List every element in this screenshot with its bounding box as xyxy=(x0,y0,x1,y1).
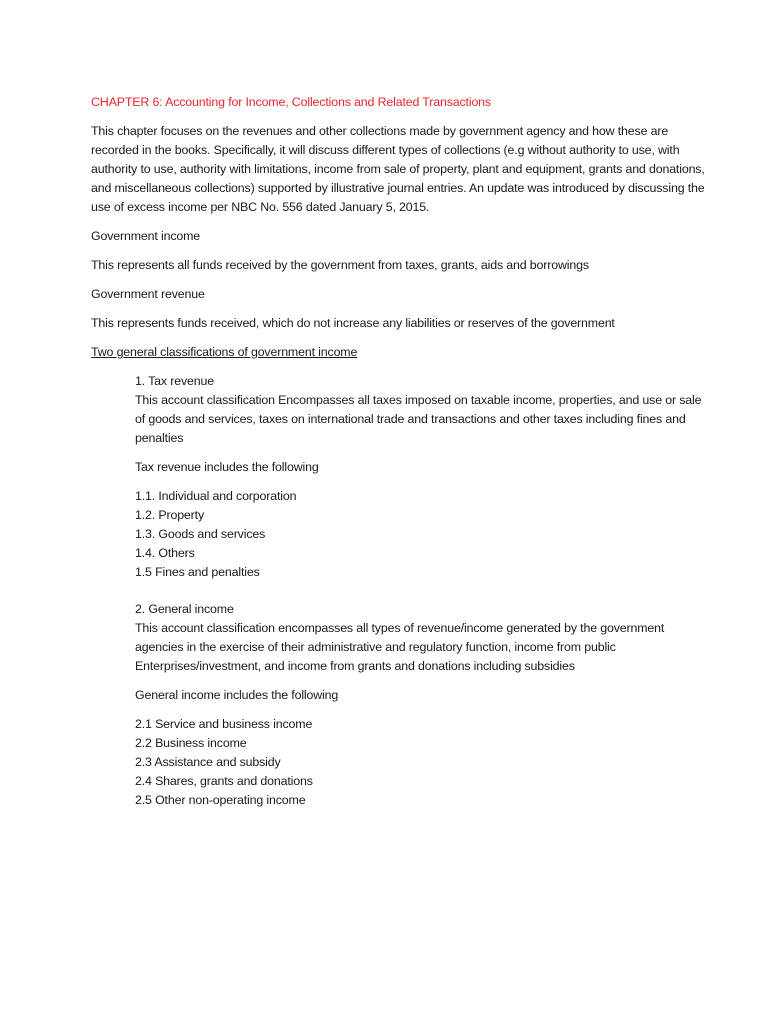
list-item: 1.2. Property xyxy=(135,508,204,522)
list-item: 2.3 Assistance and subsidy xyxy=(135,755,281,769)
tax-revenue-includes-label: Tax revenue includes the following xyxy=(135,460,319,474)
government-revenue-definition: This represents funds received, which do not increase any liabilities or reserves of the government xyxy=(91,316,615,330)
intro-paragraph: This chapter focuses on the revenues and other collections made by government agency and how these are recorded in the books. Specifically, it will discuss different types of collections (e.g without authority to use, with authority to use, authority with limitations, income from sale of property, plant and equipment, grants and donations, and miscellaneous collections) supported by illustrative journal entries. An update was introduced by discussing the use of excess income per NBC No. 556 dated January 5, 2015. xyxy=(91,124,705,214)
list-item: 1.3. Goods and services xyxy=(135,527,266,541)
list-item: 2.5 Other non-operating income xyxy=(135,793,306,807)
list-item: 2.2 Business income xyxy=(135,736,247,750)
list-item: 2.4 Shares, grants and donations xyxy=(135,774,313,788)
general-income-block xyxy=(135,600,708,676)
list-item: 1.4. Others xyxy=(135,546,195,560)
general-income-title: 2. General income xyxy=(135,602,234,616)
general-income-list xyxy=(135,715,708,810)
tax-revenue-description: This account classification Encompasses all taxes imposed on taxable income, properties, and use or sale of goods and services, taxes on international trade and transactions and other taxes including fines and penalties xyxy=(135,393,702,445)
list-item: 2.1 Service and business income xyxy=(135,717,313,731)
government-revenue-heading: Government revenue xyxy=(91,287,205,301)
section-spacer xyxy=(135,592,708,600)
chapter-title: CHAPTER 6: Accounting for Income, Collections and Related Transactions xyxy=(91,95,491,109)
tax-revenue-list xyxy=(135,487,708,582)
government-income-definition: This represents all funds received by the government from taxes, grants, aids and borrowings xyxy=(91,258,589,272)
general-income-description: This account classification encompasses all types of revenue/income generated by the government agencies in the exercise of their administrative and regulatory function, income from public Enterprises/investment, and income from grants and donations including subsidies xyxy=(135,621,665,673)
government-income-heading: Government income xyxy=(91,229,201,243)
tax-revenue-block xyxy=(135,372,708,448)
classifications-heading: Two general classifications of government income xyxy=(91,345,358,359)
list-item: 1.1. Individual and corporation xyxy=(135,489,297,503)
general-income-includes-label: General income includes the following xyxy=(135,688,339,702)
tax-revenue-section xyxy=(135,372,708,810)
tax-revenue-title: 1. Tax revenue xyxy=(135,374,214,388)
list-item: 1.5 Fines and penalties xyxy=(135,565,260,579)
